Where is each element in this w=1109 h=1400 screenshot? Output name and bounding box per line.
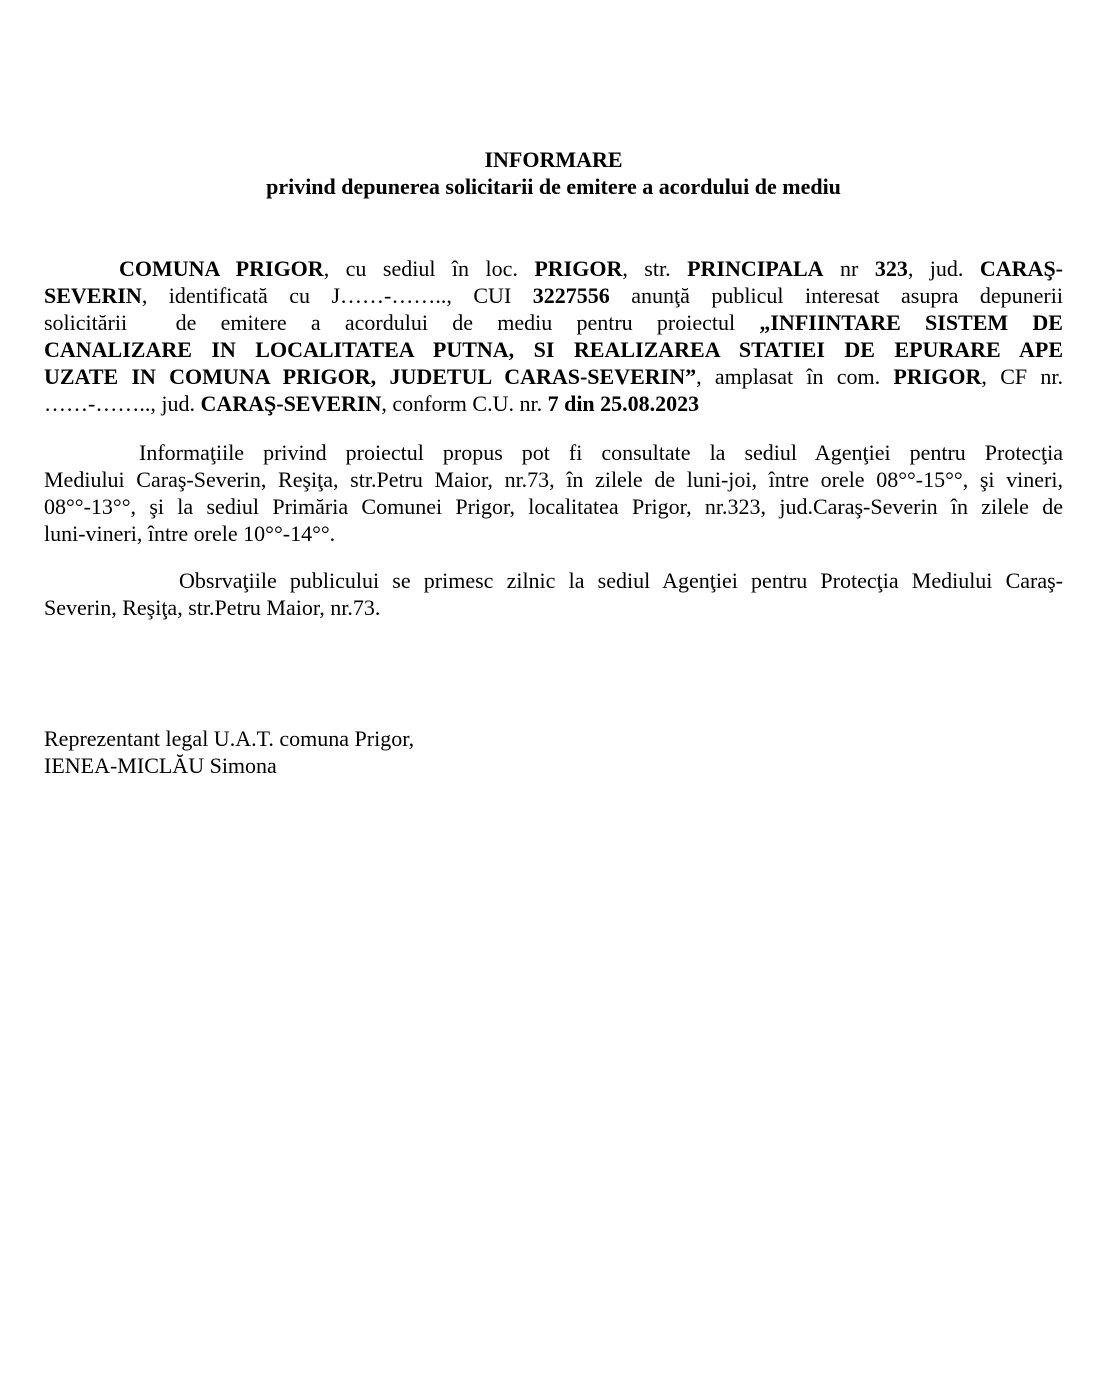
bold-text-run: SEVERIN xyxy=(44,283,142,308)
text-line xyxy=(44,336,1063,363)
text-run: anunţă publicul interesat asupra depunerii xyxy=(609,283,1063,308)
text-run: , cu sediul în loc. xyxy=(323,256,535,281)
text-run: Informaţiile privind proiectul propus pot fi consultate la sediul Agenţiei pentru Protecţia xyxy=(139,440,1063,465)
text-line xyxy=(44,255,1063,282)
text-run: Mediului Caraş-Severin, Reşiţa, str.Petru Maior, nr.73, în zilele de luni-joi, între orele 08°°-15°°, şi vineri, xyxy=(44,467,1063,492)
text-run: , identificată cu J……-…….., CUI xyxy=(141,283,533,308)
text-line xyxy=(44,282,1063,309)
bold-text-run: 323 xyxy=(874,256,908,281)
text-line xyxy=(44,594,1063,621)
text-line xyxy=(44,520,1063,547)
text-run: ……-…….., jud. xyxy=(44,391,201,416)
paragraph-consult xyxy=(44,439,1063,547)
text-run: , str. xyxy=(622,256,688,281)
text-line xyxy=(44,439,1063,466)
bold-text-run: PRIGOR xyxy=(893,364,982,389)
paragraph-observ xyxy=(44,567,1063,621)
text-run: solicitării de emitere a acordului de mediu pentru proiectul xyxy=(44,310,760,335)
bold-text-run: CARAŞ-SEVERIN xyxy=(200,391,382,416)
text-line xyxy=(44,363,1063,390)
text-run: Severin, Reşiţa, str.Petru Maior, nr.73. xyxy=(44,595,381,620)
text-run: , amplasat în com. xyxy=(696,364,894,389)
bold-text-run: UZATE IN COMUNA PRIGOR, JUDETUL CARAS-SEVERIN” xyxy=(44,364,697,389)
text-line xyxy=(44,466,1063,493)
text-run: Reprezentant legal U.A.T. comuna Prigor, xyxy=(44,726,415,751)
text-run: luni-vineri, între orele 10°°-14°°. xyxy=(44,521,336,546)
document-title-line1: INFORMARE xyxy=(484,147,623,172)
paragraph-signature xyxy=(44,725,1063,779)
text-line xyxy=(44,567,1063,594)
bold-text-run: PRIGOR xyxy=(534,256,623,281)
text-run: , conform C.U. nr. xyxy=(381,391,548,416)
document-title xyxy=(44,146,1063,200)
document-body xyxy=(44,255,1063,779)
bold-text-run: COMUNA PRIGOR xyxy=(119,256,324,281)
bold-text-run: CANALIZARE IN LOCALITATEA PUTNA, SI REALIZAREA STATIEI DE EPURARE APE xyxy=(44,337,1063,362)
text-line xyxy=(44,752,1063,779)
text-line xyxy=(44,309,1063,336)
text-run: 08°°-13°°, şi la sediul Primăria Comunei Prigor, localitatea Prigor, nr.323, jud.Caraş-Severin în zilele de xyxy=(44,494,1063,519)
bold-text-run: 3227556 xyxy=(532,283,610,308)
bold-text-run: CARAŞ- xyxy=(979,256,1064,281)
text-line xyxy=(44,493,1063,520)
text-line xyxy=(44,390,1063,417)
text-run: IENEA-MICLĂU Simona xyxy=(44,753,277,778)
text-run: Obsrvaţiile publicului se primesc zilnic la sediul Agenţiei pentru Protecţia Mediului Caraş- xyxy=(179,568,1063,593)
bold-text-run: PRINCIPALA xyxy=(687,256,824,281)
text-run: nr xyxy=(823,256,875,281)
paragraph-intro xyxy=(44,255,1063,417)
bold-text-run: 7 din 25.08.2023 xyxy=(547,391,700,416)
text-line xyxy=(44,725,1063,752)
document-title-line2: privind depunerea solicitarii de emitere a acordului de mediu xyxy=(266,174,841,199)
text-run: , CF nr. xyxy=(981,364,1064,389)
text-run: , jud. xyxy=(907,256,980,281)
bold-text-run: „INFIINTARE SISTEM DE xyxy=(759,310,1063,335)
